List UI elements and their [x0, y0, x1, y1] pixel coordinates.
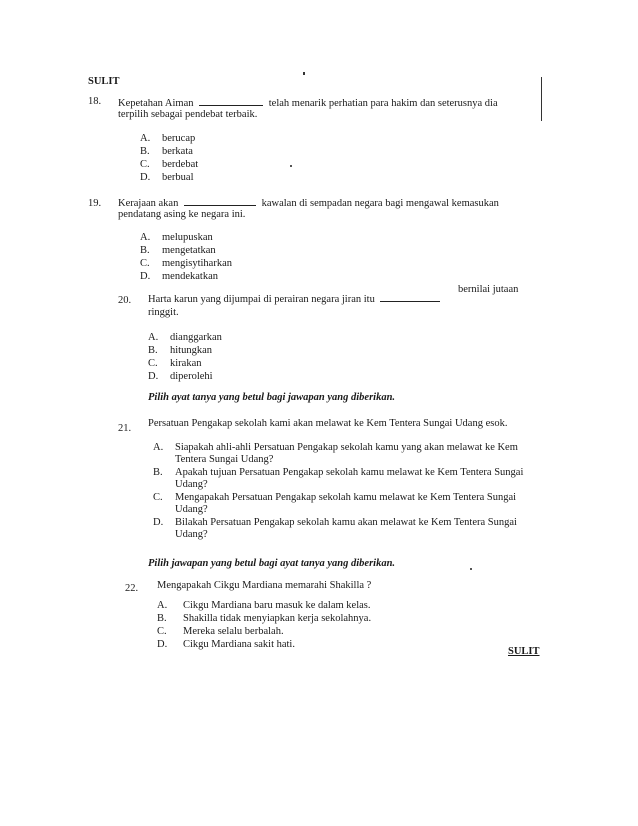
- question-text-part: Kerajaan akan: [118, 198, 179, 209]
- question-text-part: telah menarik perhatian para hakim dan seterusnya dia: [268, 98, 498, 109]
- question-number: 21.: [118, 423, 132, 434]
- answer-blank: [380, 292, 440, 302]
- question-text: Persatuan Pengakap sekolah kami akan melawat ke Kem Tentera Sungai Udang esok.: [148, 418, 508, 429]
- section-instruction: Pilih jawapan yang betul bagi ayat tanya yang diberikan.: [148, 558, 396, 569]
- margin-rule: [541, 77, 542, 121]
- question-text-part: Kepetahan Aiman: [118, 98, 194, 109]
- question-text-line: ringgit.: [148, 307, 179, 318]
- sulit-footer: SULIT: [508, 646, 540, 657]
- question-text-line: terpilih sebagai pendebat terbaik.: [118, 109, 258, 120]
- question-text: [148, 292, 443, 307]
- question-number: 20.: [118, 295, 132, 306]
- speck-mark: [470, 568, 472, 570]
- question-text: Mengapakah Cikgu Mardiana memarahi Shakilla ?: [157, 580, 372, 591]
- question-number: 18.: [88, 96, 102, 107]
- question-text-part: kawalan di sempadan negara bagi mengawal kemasukan: [261, 198, 499, 209]
- section-instruction: Pilih ayat tanya yang betul bagi jawapan yang diberikan.: [148, 392, 396, 403]
- speck-mark: [290, 165, 292, 167]
- question-number: 19.: [88, 198, 102, 209]
- answer-blank: [199, 96, 263, 106]
- sulit-header: SULIT: [88, 76, 120, 87]
- answer-blank: [184, 196, 256, 206]
- page-mark: [303, 72, 305, 75]
- question-text-line: pendatang asing ke negara ini.: [118, 209, 246, 220]
- question-text-part: bernilai jutaan: [458, 284, 519, 295]
- question-number: 22.: [125, 583, 139, 594]
- exam-page: SULIT 18. Kepetahan Aiman telah menarik perhatian para hakim dan seterusnya dia terpilih sebagai pendebat terbaik. A. berucap B. berkata C. berdebat D. berbual 19. Kerajaan akan kawalan di sempadan negara bagi mengawal kemasukan pendatang asing ke negara ini. A. melupuskan B. mengetatkan C. mengisytiharkan D. mendekatkan 20. Harta karun yang dijumpai di perairan negara jiran itu bernilai jutaan ringgit. A. dianggarkan B. hitungkan C. kirakan D. diperolehi Pilih ayat tanya yang betul bagi jawapan yang diberikan. 21. Persatuan Pengakap sekolah kami akan melawat ke Kem Tentera Sungai Udang esok. A. Siapakah ahli-ahli Persatuan Pengakap sekolah kamu yang akan melawat ke Kem Tentera Sungai Udang? B. Apakah tujuan Persatuan Pengakap sekolah kamu melawat ke Kem Tentera Sungai Udang? C. Mengapakah Persatuan Pengakap sekolah kamu melawat ke Kem Tentera Sungai Udang? D. Bilakah Persatuan Pengakap sekolah kamu akan melawat ke Kem Tentera Sungai Udang? Pilih jawapan yang betul bagi ayat tanya yang diberikan. 22. Mengapakah Cikgu Mardiana memarahi Shakilla ? A. Cikgu Mardiana baru masuk ke dalam kelas. B. Shakilla tidak menyiapkan kerja sekolahnya. C. Mereka selalu berbalah. D. Cikgu Mardiana sakit hati. SULIT: [0, 0, 638, 826]
- question-text-part: Harta karun yang dijumpai di perairan negara jiran itu: [148, 294, 375, 305]
